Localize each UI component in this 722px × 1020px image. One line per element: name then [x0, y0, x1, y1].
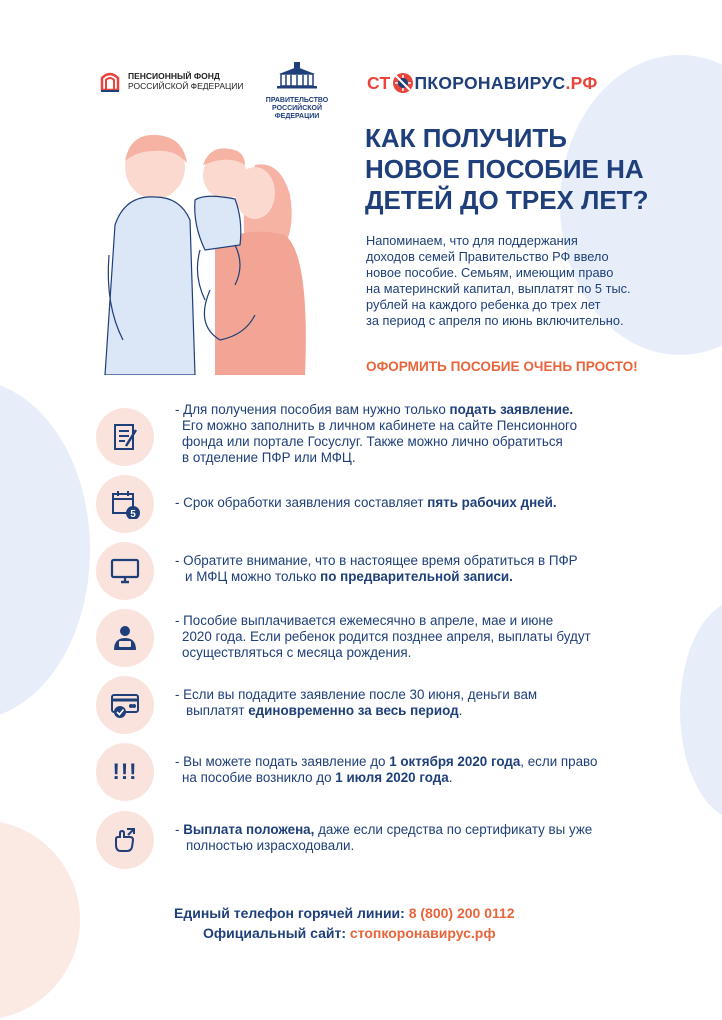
- item1-line4: в отделение ПФР или МФЦ.: [182, 450, 356, 465]
- pfr-name-line1: ПЕНСИОННЫЙ ФОНД: [128, 71, 220, 81]
- item6-line2-bold: 1 июля 2020 года: [335, 770, 449, 785]
- item4-line1: - Пособие выплачивается ежемесячно в апреле, мае и июне: [175, 613, 554, 628]
- website-line: [203, 925, 496, 941]
- website-label: Официальный сайт:: [203, 925, 350, 941]
- background-blob-bottom-left: [0, 820, 80, 1020]
- item5-line2-bold: единовременно за весь период: [248, 703, 459, 718]
- calendar-icon: [110, 489, 140, 519]
- title-line3: ДЕТЕЙ ДО ТРЕХ ЛЕТ?: [365, 185, 649, 215]
- icon-circle: [96, 408, 154, 466]
- item7-line2: полностью израсходовали.: [186, 838, 355, 853]
- icon-circle: [96, 609, 154, 667]
- intro-line3: новое пособие. Семьям, имеющим право: [366, 265, 614, 280]
- pfr-name-line2: РОССИЙСКОЙ ФЕДЕРАЦИИ: [128, 81, 244, 91]
- government-logo: [262, 60, 332, 121]
- intro-line5: рублей на каждого ребенка до трех лет: [366, 297, 601, 312]
- background-blob-right-mid: [680, 600, 722, 820]
- item6-line2-end: .: [448, 770, 453, 785]
- item-text: [175, 754, 655, 786]
- item-text: [175, 495, 655, 511]
- item3-line1: - Обратите внимание, что в настоящее время обратиться в ПФР: [175, 553, 578, 568]
- item-text: [175, 822, 655, 854]
- item7-line1-start: -: [175, 822, 184, 837]
- hand-icon: [110, 825, 140, 855]
- icon-circle: [96, 811, 154, 869]
- child-body-shape: [195, 196, 241, 250]
- intro-line2: доходов семей Правительство РФ ввело: [366, 249, 609, 264]
- virus-icon: [392, 72, 414, 94]
- item1-line1-bold: подать заявление.: [449, 402, 574, 417]
- call-to-action-heading: ОФОРМИТЬ ПОСОБИЕ ОЧЕНЬ ПРОСТО!: [366, 359, 638, 374]
- gov-name-line3: ФЕДЕРАЦИИ: [274, 113, 320, 120]
- item-text: [175, 553, 655, 585]
- title-line1: КАК ПОЛУЧИТЬ: [365, 123, 567, 153]
- logos-row: [0, 60, 722, 120]
- hotline-line: [174, 905, 515, 921]
- item5-line1: - Если вы подадите заявление после 30 июня, деньги вам: [175, 687, 538, 702]
- person-icon: [110, 623, 140, 653]
- item7-line1-end: даже если средства по сертификату вы уже: [314, 822, 593, 837]
- item2-line1-bold: пять рабочих дней.: [427, 495, 557, 510]
- item1-line2: Его можно заполнить в личном кабинете на сайте Пенсионного: [182, 418, 578, 433]
- icon-circle: [96, 542, 154, 600]
- item6-line2-start: на пособие возникло до: [182, 770, 336, 785]
- item3-line2-start: и МФЦ можно только: [185, 569, 321, 584]
- intro-line6: за период с апреля по июнь включительно.: [366, 313, 624, 328]
- icon-circle: [96, 676, 154, 734]
- intro-paragraph: [366, 233, 666, 329]
- monitor-icon: [110, 556, 140, 586]
- item-text: [175, 613, 655, 661]
- item5-line2-end: .: [458, 703, 463, 718]
- item5-line2-start: выплатят: [186, 703, 249, 718]
- hotline-label: Единый телефон горячей линии:: [174, 905, 409, 921]
- stop-logo-part3: .РФ: [565, 72, 598, 93]
- icon-circle: [96, 475, 154, 533]
- page-title: [365, 123, 695, 216]
- icon-circle: [96, 743, 154, 801]
- gov-name-line2: РОССИЙСКОЙ: [272, 105, 322, 112]
- intro-line1: Напоминаем, что для поддержания: [366, 233, 578, 248]
- item-text: [175, 687, 655, 719]
- mother-body-shape: [215, 232, 306, 375]
- calendar-badge-number: 5: [130, 509, 136, 519]
- family-illustration: [95, 125, 325, 375]
- item1-line1-start: - Для получения пособия вам нужно только: [175, 402, 450, 417]
- stop-logo-part1: СТ: [367, 72, 391, 93]
- item4-line2: 2020 года. Если ребенок родится позднее апреля, выплаты будут: [182, 629, 591, 644]
- gov-name-line1: ПРАВИТЕЛЬСТВО: [265, 97, 329, 104]
- father-body-shape: [105, 197, 195, 375]
- stopcoronavirus-logo: [367, 72, 598, 94]
- item7-line1-bold: Выплата положена,: [183, 822, 315, 837]
- item2-line1-start: - Срок обработки заявления составляет: [175, 495, 428, 510]
- item4-line3: осуществляться с месяца рождения.: [182, 645, 412, 660]
- item6-line1-end: , если право: [520, 754, 598, 769]
- item3-line2-bold: по предварительной записи.: [320, 569, 513, 584]
- item6-line1-start: - Вы можете подать заявление до: [175, 754, 390, 769]
- title-line2: НОВОЕ ПОСОБИЕ НА: [365, 154, 644, 184]
- exclamation-icon: !!!: [112, 759, 138, 784]
- payment-card-icon: [110, 690, 140, 720]
- document-icon: [110, 422, 140, 452]
- pfr-logo: [98, 68, 244, 94]
- pfr-emblem-icon: [98, 68, 122, 94]
- stop-logo-part2: ПКОРОНАВИРУС: [414, 72, 566, 93]
- government-building-icon: [275, 60, 319, 90]
- website-link[interactable]: стопкоронавирус.рф: [349, 925, 496, 941]
- hotline-phone[interactable]: 8 (800) 200 0112: [408, 905, 515, 921]
- item1-line3: фонда или портале Госуслуг. Также можно лично обратиться: [182, 434, 563, 449]
- item-text: [175, 402, 655, 466]
- item6-line1-bold: 1 октября 2020 года: [389, 754, 521, 769]
- intro-line4: на материнский капитал, выплатят по 5 тыс.: [366, 281, 631, 296]
- background-blob-left: [0, 380, 90, 720]
